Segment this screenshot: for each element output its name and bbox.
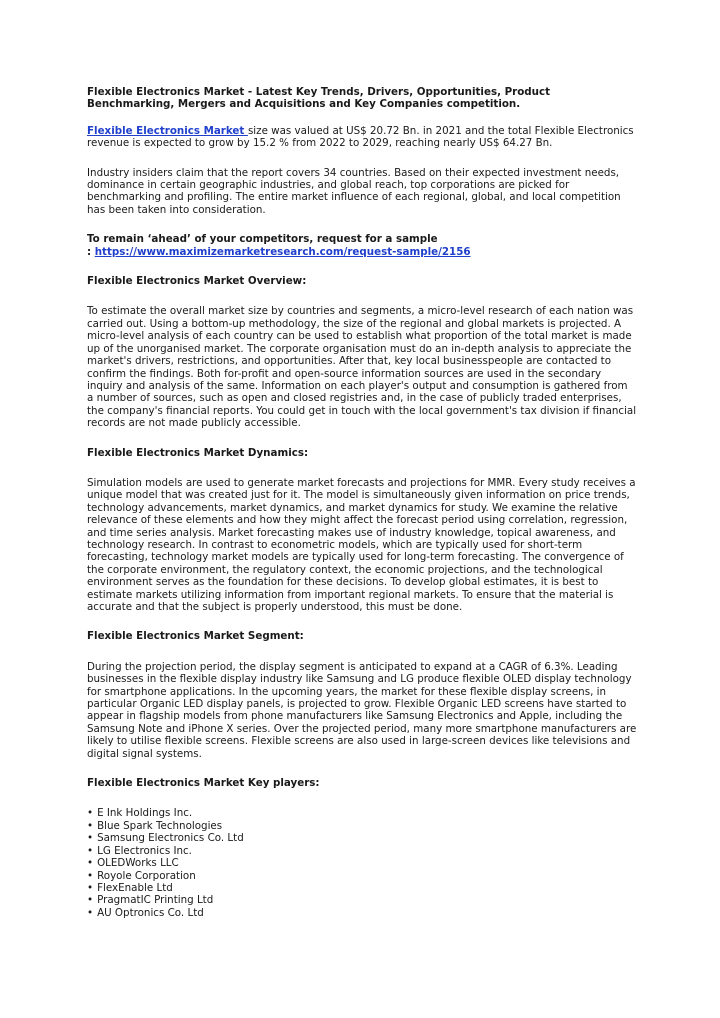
bullet-icon: •: [87, 881, 94, 894]
bullet-icon: •: [87, 869, 94, 882]
sample-request-text: To remain ‘ahead’ of your competitors, request for a sample: [87, 233, 438, 246]
dynamics-paragraph: Simulation models are used to generate market forecasts and projections for MMR. Every study receives a unique model that was created just for it. The model is simultaneously given information on price trends, technology advancements, market dynamics, and market dynamics for study. We examine the relative relevance of these elements and how they might affect the forecast period using correlation, regression, and time series analysis. Market forecasting makes use of industry knowledge, topical awareness, and technology research. In contrast to econometric models, which are typically used for short-term forecasting, technology market models are typically used for long-term forecasting. The convergence of the corporate environment, the regulatory context, the economic projections, and the technological environment serves as the foundation for these decisions. To develop global estimates, it is best to estimate markets utilizing information from important regional markets. To ensure that the material is accurate and that the subject is properly understood, this must be done.: [87, 476, 636, 613]
segment-heading: Flexible Electronics Market Segment:: [87, 630, 304, 643]
overview-paragraph: To estimate the overall market size by countries and segments, a micro-level research of each nation was carried out. Using a bottom-up methodology, the size of the regional and global markets is projected. A micro-level analysis of each country can be used to establish what proportion of the total market is made up of the unorganised market. The corporate organisation must do an in-depth analysis to appreciate the market's drivers, restrictions, and opportunities. After that, key local businesspeople are contacted to confirm the findings. Both for-profit and open-source information sources are used in the secondary inquiry and analysis of the same. Information on each player's output and consumption is gathered from a number of sources, such as open and closed registries and, in the case of publicly traded enterprises, the company's financial reports. You could get in touch with the local government's tax division if financial records are not made publicly accessible.: [87, 305, 637, 430]
list-item: • PragmatIC Printing Ltd: [87, 894, 214, 907]
list-item: • Samsung Electronics Co. Ltd: [87, 832, 244, 845]
list-item: • AU Optronics Co. Ltd: [87, 906, 204, 919]
intro-paragraph: [87, 125, 637, 150]
insiders-paragraph: Industry insiders claim that the report covers 34 countries. Based on their expected investment needs, dominance in certain geographic industries, and global reach, top corporations are picked for benchmarking and profiling. The entire market influence of each regional, global, and local competition has been taken into consideration.: [87, 166, 621, 216]
list-item: • LG Electronics Inc.: [87, 844, 192, 857]
key-players-heading: Flexible Electronics Market Key players:: [87, 777, 320, 790]
bullet-icon: •: [87, 819, 94, 832]
list-item: • E Ink Holdings Inc.: [87, 807, 193, 820]
bullet-icon: •: [87, 844, 94, 857]
sample-request-link[interactable]: https://www.maximizemarketresearch.com/request-sample/2156: [94, 245, 471, 258]
document-page: [87, 86, 637, 919]
bullet-icon: •: [87, 832, 94, 845]
bullet-icon: •: [87, 807, 94, 820]
key-players-list: [87, 807, 637, 919]
dynamics-heading: Flexible Electronics Market Dynamics:: [87, 446, 309, 459]
sample-request-callout: [87, 233, 637, 258]
intro-text: size was valued at US$ 20.72 Bn. in 2021 and the total Flexible Electronics revenue is expected to grow by 15.2 % from 2022 to 2029, reaching nearly US$ 64.27 Bn.: [87, 124, 634, 150]
sample-request-prefix: :: [87, 245, 95, 258]
overview-heading: Flexible Electronics Market Overview:: [87, 275, 307, 288]
bullet-icon: •: [87, 894, 94, 907]
bullet-icon: •: [87, 857, 94, 870]
bullet-icon: •: [87, 906, 94, 919]
market-report-link[interactable]: Flexible Electronics Market: [87, 124, 248, 137]
list-item: • FlexEnable Ltd: [87, 881, 173, 894]
list-item: • Blue Spark Technologies: [87, 819, 223, 832]
list-item: • Royole Corporation: [87, 869, 196, 882]
list-item: • OLEDWorks LLC: [87, 857, 179, 870]
segment-paragraph: During the projection period, the display segment is anticipated to expand at a CAGR of 6.3%. Leading businesses in the flexible display industry like Samsung and LG produce flexible OLED display technology for smartphone applications. In the upcoming years, the market for these flexible display screens, in particular Organic LED display panels, is projected to grow. Flexible Organic LED screens have started to appear in flagship models from phone manufacturers like Samsung Electronics and Apple, including the Samsung Note and iPhone X series. Over the projected period, many more smartphone manufacturers are likely to utilise flexible screens. Flexible screens are also used in large-screen devices like televisions and digital signal systems.: [87, 660, 637, 760]
document-title: Flexible Electronics Market - Latest Key Trends, Drivers, Opportunities, Product Benchmarking, Mergers and Acquisitions and Key Companies competition.: [87, 86, 550, 111]
